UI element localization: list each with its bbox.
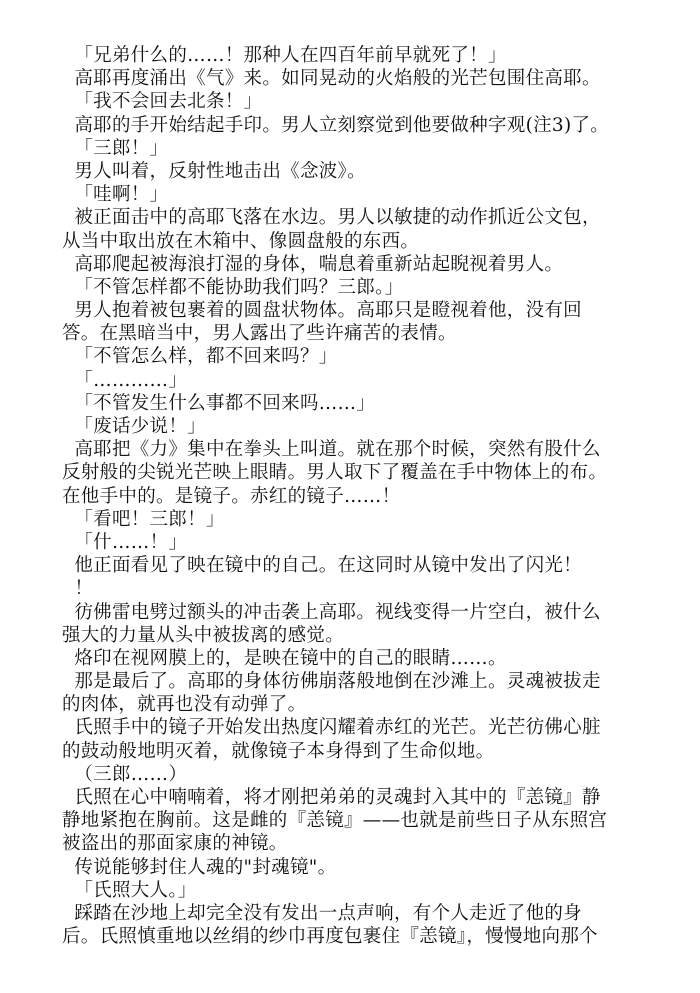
text-line: 「三郎！」 xyxy=(62,137,169,159)
text-line: 高耶再度涌出《气》来。如同晃动的火焰般的光芒包围住高耶。 xyxy=(62,68,601,90)
text-line: 高耶把《力》集中在拳头上叫道。就在那个时候，突然有股什么 xyxy=(62,439,601,461)
text-line: 彷佛雷电劈过额头的冲击袭上高耶。视线变得一片空白，被什么 xyxy=(62,601,601,623)
text-line: 男人抱着被包裹着的圆盘状物体。高耶只是瞪视着他，没有回 xyxy=(62,300,582,322)
text-line: 后。氏照慎重地以丝绢的纱巾再度包裹住『恙镜』，慢慢地向那个 xyxy=(62,926,598,948)
text-line: 「废话少说！」 xyxy=(62,416,206,437)
text-line: 传说能够封住人魂的"封魂镜"。 xyxy=(62,856,337,878)
text-line: 被正面击中的高耶飞落在水边。男人以敏捷的动作抓近公文包， xyxy=(62,207,601,229)
text-line: 男人叫着，反射性地击出《念波》。 xyxy=(62,160,366,182)
text-line: 「氏照大人。」 xyxy=(62,879,197,901)
text-line: 在他手中的。是镜子。赤红的镜子……！ xyxy=(62,485,401,507)
text-line: 踩踏在沙地上却完全没有发出一点声响，有个人走近了他的身 xyxy=(62,902,582,924)
text-line: 静地紧抱在胸前。这是雌的『恙镜』——也就是前些日子从东照宫 xyxy=(62,810,608,832)
text-line: 「我不会回去北条！」 xyxy=(62,91,263,113)
text-line: 强大的力量从头中被拔离的感觉。 xyxy=(62,624,345,646)
text-line: 烙印在视网膜上的，是映在镜中的自己的眼睛……。 xyxy=(62,647,507,669)
text-line: （三郎……） xyxy=(62,763,188,785)
text-line: 「看吧！三郎！」 xyxy=(62,508,225,530)
text-line: 「不管怎样都不能协助我们吗？三郎。」 xyxy=(62,276,404,298)
text-line: 氏照手中的镜子开始发出热度闪耀着赤红的光芒。光芒彷佛心脏 xyxy=(62,717,601,739)
text-line: 被盗出的那面家康的神镜。 xyxy=(62,833,288,855)
text-line: ！ xyxy=(62,578,94,600)
text-line: 从当中取出放在木箱中、像圆盘般的东西。 xyxy=(62,230,420,252)
text-line: 反射般的尖锐光芒映上眼睛。男人取下了覆盖在手中物体上的布。 xyxy=(62,462,608,484)
text-line: 「…………」 xyxy=(62,369,188,391)
text-line: 他正面看见了映在镜中的自己。在这同时从镜中发出了闪光！ xyxy=(62,555,582,577)
text-line: 「兄弟什么的……！那种人在四百年前早就死了！」 xyxy=(62,45,507,66)
text-line: 氏照在心中喃喃着，将才刚把弟弟的灵魂封入其中的『恙镜』静 xyxy=(62,787,601,808)
text-line: 高耶的手开始结起手印。男人立刻察觉到他要做种字观(注3)了。 xyxy=(62,114,610,136)
text-line: 「不管怎么样，都不回来吗？」 xyxy=(62,346,338,368)
body-text xyxy=(62,44,652,948)
text-line: 「哇啊！」 xyxy=(62,184,169,206)
text-line: 的鼓动般地明灭着，就像镜子本身得到了生命似地。 xyxy=(62,740,495,762)
text-line: 高耶爬起被海浪打湿的身体，喘息着重新站起睨视着男人。 xyxy=(62,253,564,275)
text-line: 的肉体，就再也没有动弹了。 xyxy=(62,694,307,716)
text-line: 「不管发生什么事都不回来吗……」 xyxy=(62,392,376,414)
text-line: 那是最后了。高耶的身体彷佛崩落般地倒在沙滩上。灵魂被拔走 xyxy=(62,671,601,693)
text-line: 答。在黑暗当中，男人露出了些许痛苦的表情。 xyxy=(62,323,457,345)
text-line: 「什……！」 xyxy=(62,531,188,553)
